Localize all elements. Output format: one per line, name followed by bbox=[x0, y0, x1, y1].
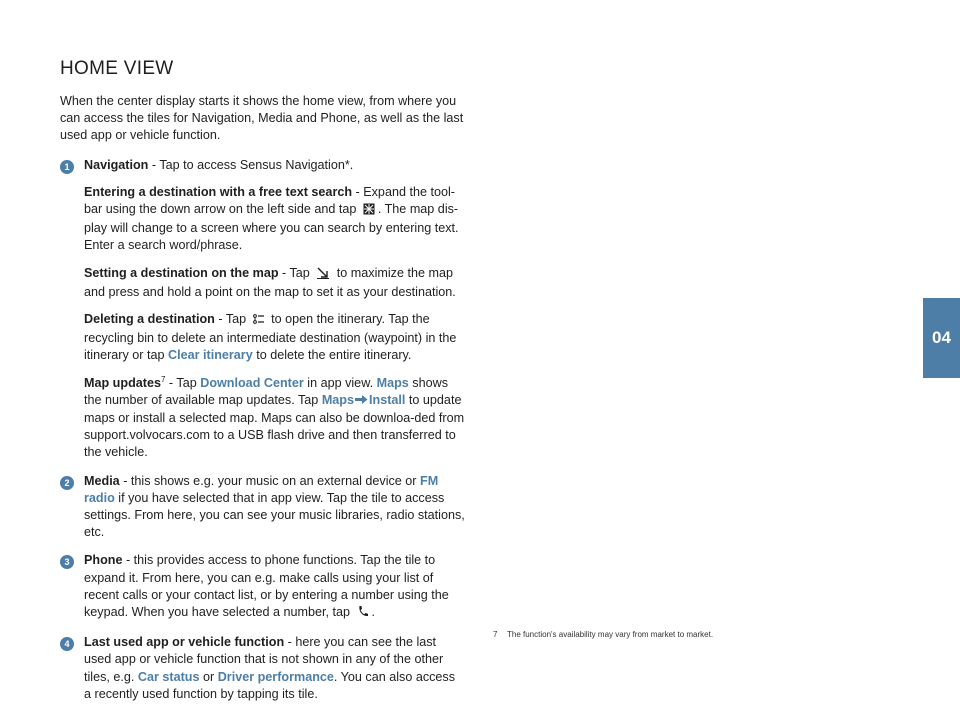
chapter-tab[interactable]: 04 bbox=[923, 298, 960, 378]
car-status-link[interactable]: Car status bbox=[137, 669, 200, 684]
navigation-paragraph bbox=[84, 157, 465, 174]
map-updates-heading: Map updates bbox=[84, 375, 161, 390]
entering-destination-heading: Entering a destination with a free text search bbox=[84, 184, 353, 199]
search-map-icon bbox=[363, 203, 375, 220]
map-updates-text-2: in app view. bbox=[303, 375, 377, 390]
main-column bbox=[60, 93, 465, 714]
deleting-destination-paragraph bbox=[84, 311, 465, 365]
phone-text-after: . bbox=[371, 605, 376, 620]
list-item-media bbox=[60, 473, 465, 542]
phone-paragraph bbox=[84, 552, 465, 623]
phone-text-before: - this provides access to phone functions. Tap the tile to expand it. From here, you can e.g. make calls using your list of recent calls or your contact list, or by entering a number using the keypad. When you have selected a number, tap bbox=[84, 553, 449, 620]
install-link[interactable]: Install bbox=[369, 392, 406, 407]
setting-destination-paragraph bbox=[84, 265, 465, 301]
footnote-reference: 7 bbox=[160, 374, 166, 384]
last-used-text-1: - here you can see the last used app or vehicle function that is not shown in any of the other tiles, e.g. bbox=[84, 635, 444, 684]
list-item-navigation bbox=[60, 157, 465, 462]
clear-itinerary-link[interactable]: Clear itinerary bbox=[168, 348, 253, 363]
maps-path-link[interactable]: Maps bbox=[321, 392, 355, 407]
item-number-badge: 1 bbox=[60, 160, 74, 174]
last-used-text-3: . You can also access a recently used function by tapping its tile. bbox=[84, 669, 456, 701]
right-arrow-icon bbox=[355, 393, 368, 410]
entering-destination-text-before: - Expand the tool-bar using the down arrow on the left side and tap bbox=[84, 184, 455, 217]
driver-performance-link[interactable]: Driver performance bbox=[217, 669, 334, 684]
entering-destination-text-after: . The map dis-play will change to a screen where you can search by entering text. Enter a search word/phrase. bbox=[84, 202, 459, 253]
list-item-last-used bbox=[60, 634, 465, 703]
navigation-heading: Navigation bbox=[84, 157, 149, 172]
media-paragraph bbox=[84, 473, 465, 542]
deleting-destination-text-after: to delete the entire itinerary. bbox=[252, 348, 412, 363]
last-used-heading: Last used app or vehicle function bbox=[84, 635, 285, 650]
fm-radio-link[interactable]: FM radio bbox=[84, 473, 439, 505]
last-used-paragraph bbox=[84, 634, 465, 703]
media-text-after: if you have selected that in app view. Tap the tile to access settings. From here, you can see your music libraries, radio stations, etc. bbox=[84, 490, 465, 540]
footnote-number: 7 bbox=[493, 630, 498, 639]
map-updates-text-4: to update maps or install a selected map. Maps can also be downloa-ded from support.volvocars.com to a USB flash drive and then transferred to the vehicle. bbox=[84, 392, 465, 460]
list-item-phone bbox=[60, 552, 465, 623]
entering-destination-paragraph bbox=[84, 184, 465, 255]
intro-paragraph: When the center display starts it shows the home view, from where you can access the tiles for Navigation, Media and Phone, as well as the last used app or vehicle function. bbox=[60, 94, 464, 143]
setting-destination-heading: Setting a destination on the map bbox=[84, 265, 279, 280]
footnote bbox=[493, 630, 713, 639]
item-number-badge: 4 bbox=[60, 637, 74, 651]
maps-link[interactable]: Maps bbox=[376, 375, 409, 390]
media-text-before: - this shows e.g. your music on an external device or bbox=[119, 473, 420, 488]
deleting-destination-heading: Deleting a destination bbox=[84, 312, 215, 327]
setting-destination-text-after: to maximize the map and press and hold a point on the map to set it as your destination. bbox=[84, 265, 456, 299]
map-updates-text-1: - Tap bbox=[165, 375, 201, 390]
download-center-link[interactable]: Download Center bbox=[200, 375, 304, 390]
deleting-destination-text-before: - Tap bbox=[214, 312, 250, 327]
item-number-badge: 3 bbox=[60, 555, 74, 569]
media-heading: Media bbox=[84, 473, 120, 488]
setting-destination-text-before: - Tap bbox=[278, 265, 314, 280]
deleting-destination-text-middle: to open the itinerary. Tap the recycling bin to delete an intermediate destination (waypoint) in the itinerary or tap bbox=[84, 312, 457, 363]
map-updates-text-3: shows the number of available map updates. Tap bbox=[84, 375, 448, 407]
itinerary-list-icon bbox=[253, 313, 265, 330]
phone-handset-icon bbox=[357, 605, 369, 623]
page-title: HOME VIEW bbox=[60, 58, 174, 79]
footnote-text: The function's availability may vary from market to market. bbox=[507, 630, 714, 639]
item-number-badge: 2 bbox=[60, 476, 74, 490]
navigation-text: - Tap to access Sensus Navigation*. bbox=[148, 157, 354, 172]
last-used-text-2: or bbox=[199, 669, 218, 684]
maximize-arrow-icon bbox=[316, 267, 330, 284]
map-updates-paragraph bbox=[84, 375, 465, 462]
phone-heading: Phone bbox=[84, 553, 123, 568]
